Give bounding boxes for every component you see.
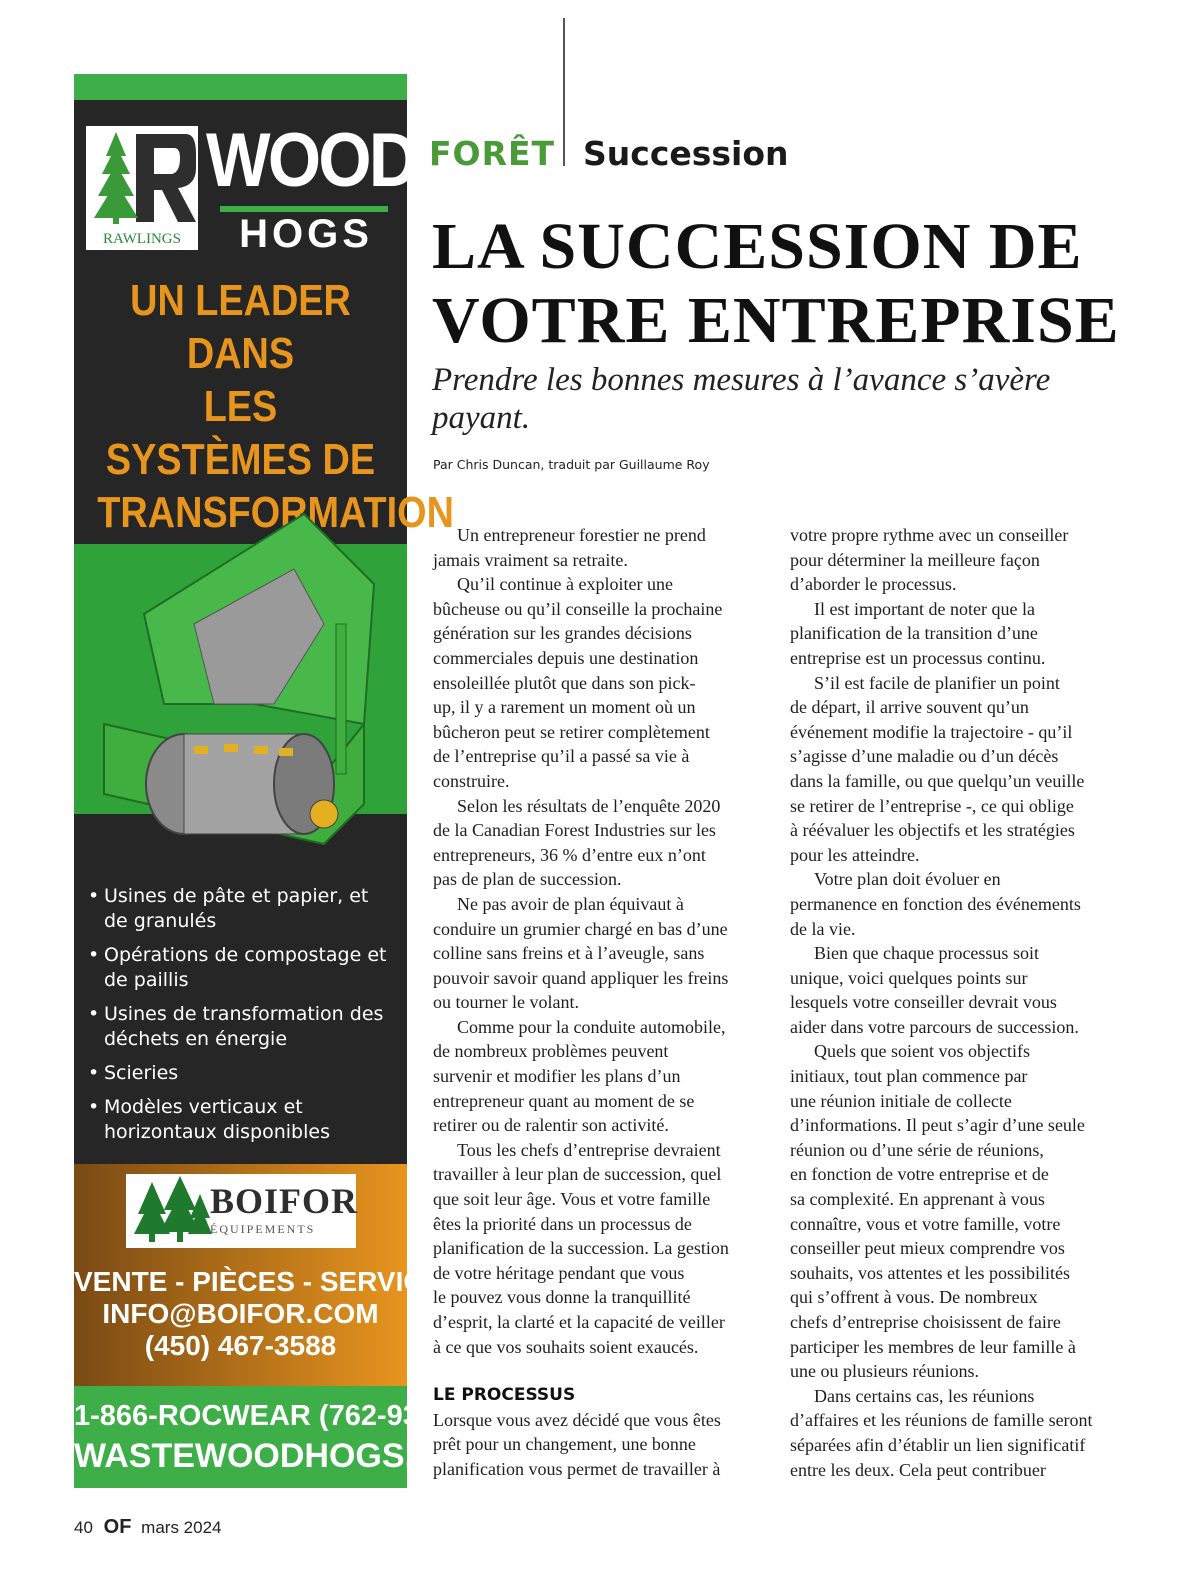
dealer-email[interactable]: INFO@BOIFOR.COM xyxy=(102,1298,379,1329)
article-byline: Par Chris Duncan, traduit par Guillaume Roy xyxy=(433,457,710,472)
body-line: bûcheron peut se retirer complètement xyxy=(433,721,710,742)
body-line: souhaits, vos attentes et les possibilités xyxy=(790,1262,1070,1283)
ad-feature-item: • Scieries xyxy=(88,1061,398,1086)
body-line: dans la famille, ou que quelqu’un veuille xyxy=(790,770,1085,791)
body-line: prêt pour un changement, une bonne xyxy=(433,1434,696,1455)
body-line: à réévaluer les objectifs et les stratégies xyxy=(790,820,1075,841)
body-line: d’affaires et les réunions de famille seront xyxy=(790,1410,1093,1431)
body-line: sa complexité. En apprenant à vous xyxy=(790,1189,1045,1210)
brand-hogs: HOGS xyxy=(239,212,373,256)
ad-top-strip xyxy=(74,74,407,100)
page-number: 40 xyxy=(74,1518,93,1537)
article-deck: Prendre les bonnes mesures à l’avance s’avère payant. xyxy=(432,362,1051,436)
brand-wood: WOOD xyxy=(206,118,416,203)
body-line: participer les membres de leur famille à xyxy=(790,1336,1076,1357)
body-line: initiaux, tout plan commence par xyxy=(790,1066,1028,1087)
body-line: événement modifie la trajectoire - qu’il xyxy=(790,721,1073,742)
body-line: de nombreux problèmes peuvent xyxy=(433,1041,669,1062)
ad-website-link[interactable]: WASTEWOODHOGS.com xyxy=(74,1437,484,1475)
body-line: pas de plan de succession. xyxy=(433,869,622,890)
body-line: ensoleillée plutôt que dans son pick- xyxy=(433,672,696,693)
body-line: d’aborder le processus. xyxy=(790,574,957,595)
pine-trees-icon xyxy=(130,1174,210,1248)
body-line: de la Canadian Forest Industries sur les xyxy=(433,820,716,841)
dealer-name: BOIFOR xyxy=(210,1181,359,1221)
body-line: pouvoir savoir quand appliquer les freins xyxy=(433,967,729,988)
rawlings-label: RAWLINGS xyxy=(103,231,181,247)
body-line: entrepreneur quant au moment de se xyxy=(433,1090,695,1111)
body-line: se retirer de l’entreprise -, ce qui oblige xyxy=(790,795,1074,816)
article-column-2 xyxy=(790,523,1135,1482)
article-title xyxy=(432,210,1192,358)
body-line: en fonction de votre entreprise et de xyxy=(790,1164,1049,1185)
ad-headline-line: UN LEADER DANS xyxy=(130,276,351,378)
body-line: de votre héritage pendant que vous xyxy=(433,1262,685,1283)
body-line: ou tourner le volant. xyxy=(433,992,579,1013)
body-line: une ou plusieurs réunions. xyxy=(790,1361,979,1382)
body-line: Tous les chefs d’entreprise devraient xyxy=(457,1139,721,1160)
body-line: up, il y a rarement un moment où un xyxy=(433,697,696,718)
article-column-1 xyxy=(433,523,773,1482)
body-line: de départ, il arrive souvent qu’un xyxy=(790,697,1029,718)
body-line: entreprise est un processus continu. xyxy=(790,647,1046,668)
body-line: retirer ou de ralentir son activité. xyxy=(433,1115,669,1136)
grinder-machine-image xyxy=(74,474,454,854)
body-line: pour les atteindre. xyxy=(790,844,920,865)
body-line: planification de la transition d’une xyxy=(790,623,1038,644)
section-divider xyxy=(563,18,565,166)
body-line: lesquels votre conseiller devrait vous xyxy=(790,992,1057,1013)
body-line: d’esprit, la clarté et la capacité de veiller xyxy=(433,1312,725,1332)
section-subhead: LE PROCESSUS xyxy=(433,1385,576,1406)
body-line: survenir et modifier les plans d’un xyxy=(433,1066,681,1087)
body-line: Qu’il continue à exploiter une xyxy=(457,574,673,595)
body-line: Votre plan doit évoluer en xyxy=(814,869,1001,890)
body-line: connaître, vous et votre famille, votre xyxy=(790,1213,1061,1234)
body-line: chefs d’entreprise choisissent de faire xyxy=(790,1312,1061,1332)
body-line: êtes la priorité dans un processus de xyxy=(433,1213,692,1234)
dealer-subtitle: ÉQUIPEMENTS xyxy=(210,1222,316,1236)
body-line: planification de la succession. La gestion xyxy=(433,1238,729,1259)
body-line: pour déterminer la meilleure façon xyxy=(790,549,1040,570)
body-line: bûcheuse ou qu’il conseille la prochaine xyxy=(433,598,723,619)
body-line: à ce que vos souhaits soient exaucés. xyxy=(433,1336,699,1357)
body-line: conseiller peut mieux comprendre vos xyxy=(790,1238,1065,1259)
ad-headline-line: LES SYSTÈMES DE xyxy=(105,382,376,484)
ad-feature-item: • Usines de pâte et papier, et de granulés xyxy=(88,884,398,934)
body-line: Comme pour la conduite automobile, xyxy=(457,1016,726,1037)
ad-feature-item: • Opérations de compostage et de paillis xyxy=(88,943,398,993)
body-line: une réunion initiale de collecte xyxy=(790,1090,1012,1111)
body-line: de la vie. xyxy=(790,918,856,939)
body-line: séparées afin d’établir un lien significatif xyxy=(790,1434,1086,1455)
body-line: d’informations. Il peut s’agir d’une seule xyxy=(790,1115,1085,1136)
dealer-phone[interactable]: (450) 467-3588 xyxy=(144,1330,337,1361)
body-line: le pouvez vous donne la tranquillité xyxy=(433,1287,691,1308)
ad-bottom-contact xyxy=(74,1396,484,1476)
body-line: jamais vraiment sa retraite. xyxy=(433,549,628,570)
body-line: votre propre rythme avec un conseiller xyxy=(790,525,1069,545)
body-line: travailler à leur plan de succession, quel xyxy=(433,1164,722,1185)
magazine-brand: OF xyxy=(103,1516,132,1538)
body-line: permanence en fonction des événements xyxy=(790,893,1081,914)
issue-date: mars 2024 xyxy=(141,1518,222,1537)
body-line: construire. xyxy=(433,770,510,791)
ad-feature-item: • Usines de transformation des déchets en énergie xyxy=(88,1002,398,1052)
body-line: que soit leur âge. Vous et votre famille xyxy=(433,1189,711,1210)
body-line: conduire un grumier chargé en bas d’une xyxy=(433,918,728,939)
boifor-logo xyxy=(126,1174,359,1248)
body-line: Lorsque vous avez décidé que vous êtes xyxy=(433,1409,721,1430)
page-footer xyxy=(74,1516,222,1539)
body-line: aider dans votre parcours de succession. xyxy=(790,1016,1079,1037)
body-line: Il est important de noter que la xyxy=(814,598,1035,619)
dealer-services: VENTE - PIÈCES - SERVICE xyxy=(74,1266,443,1297)
body-line: planification vous permet de travailler à xyxy=(433,1458,721,1479)
section-label: FORÊT xyxy=(429,134,556,173)
rawlings-logo xyxy=(86,126,198,250)
body-line: s’agisse d’une maladie ou d’un décès xyxy=(790,746,1059,767)
article-title-line: LA SUCCESSION DE xyxy=(432,210,1083,283)
subsection-label: Succession xyxy=(583,134,789,173)
body-line: Un entrepreneur forestier ne prend xyxy=(457,525,706,545)
body-line: colline sans freins et à l’aveugle, sans xyxy=(433,943,705,964)
body-line: de l’entreprise qu’il a passé sa vie à xyxy=(433,746,690,767)
body-line: S’il est facile de planifier un point xyxy=(814,672,1060,693)
body-line: entre les deux. Cela peut contribuer xyxy=(790,1459,1046,1480)
body-line: génération sur les grandes décisions xyxy=(433,623,692,644)
body-line: Quels que soient vos objectifs xyxy=(814,1041,1030,1062)
ad-headline-line: TRANSFORMATION xyxy=(97,488,454,537)
ad-phone[interactable]: 1-866-ROCWEAR (762-9327) xyxy=(74,1400,461,1432)
body-line: entrepreneurs, 36 % d’entre eux n’ont xyxy=(433,844,706,865)
body-line: Ne pas avoir de plan équivaut à xyxy=(457,893,684,914)
body-line: Selon les résultats de l’enquête 2020 xyxy=(457,795,721,816)
body-line: commerciales depuis une destination xyxy=(433,647,699,668)
body-line: unique, voici quelques points sur xyxy=(790,967,1028,988)
dealer-contact xyxy=(74,1266,443,1362)
body-line: Bien que chaque processus soit xyxy=(814,943,1039,964)
body-line: Dans certains cas, les réunions xyxy=(814,1385,1035,1406)
ad-feature-item: • Modèles verticaux et horizontaux disponibles xyxy=(88,1095,398,1145)
body-line: réunion ou d’une série de réunions, xyxy=(790,1139,1044,1160)
article-title-line: VOTRE ENTREPRISE xyxy=(432,284,1120,357)
body-line: qui s’offrent à vous. De nombreux xyxy=(790,1287,1038,1308)
ad-feature-list xyxy=(88,884,398,1154)
